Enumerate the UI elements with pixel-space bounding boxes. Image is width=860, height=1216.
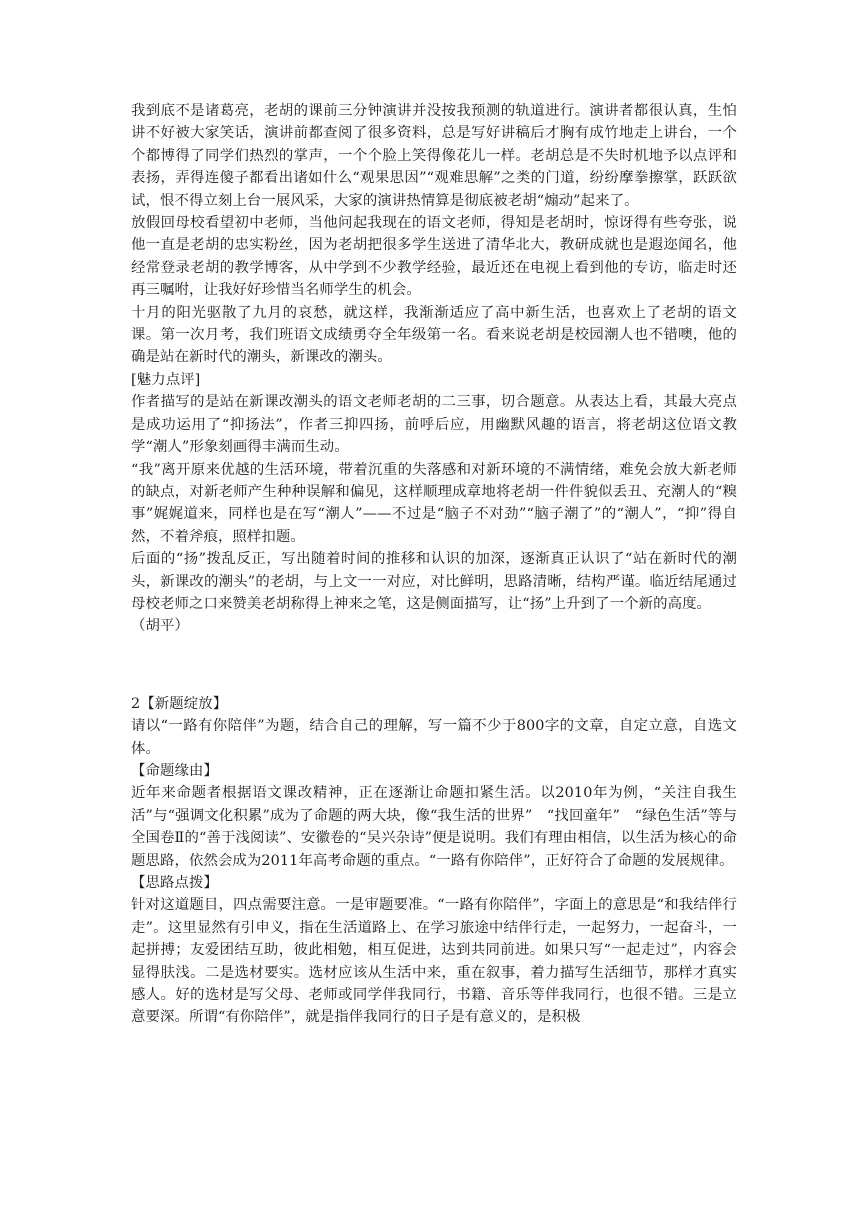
body-paragraph: 十月的阳光驱散了九月的哀愁，就这样，我渐渐适应了高中新生活，也喜欢上了老胡的语文课。第一次月考，我们班语文成绩勇夺全年级第一名。看来说老胡是校园潮人也不错噢，他的确是站在新时代的潮头，新课改的潮头。 xyxy=(131,304,737,366)
guidance-paragraph: 针对这道题目，四点需要注意。一是审题要准。“一路有你陪伴”，字面上的意思是“和我结伴行走”。这里显然有引申义，指在生活道路上、在学习旅途中结伴行走，一起努力，一起奋斗，一起拼搏；友爱团结互助，彼此相勉，相互促进，达到共同前进。如果只写“一起走过”，内容会显得肤浅。二是选材要实。选材应该从生活中来，重在叙事，着力描写生活细节，那样才真实感人。好的选材是写父母、老师或同学伴我同行，书籍、音乐等伴我同行，也很不错。三是立意要深。所谓“有你陪伴”，就是指伴我同行的日子是有意义的，是积极 xyxy=(131,897,737,1026)
prompt-paragraph: 请以“一路有你陪伴”为题，结合自己的理解，写一篇不少于800字的文章，自定立意，自选文体。 xyxy=(131,718,737,757)
author-attribution: （胡平） xyxy=(131,618,189,635)
document-body xyxy=(131,100,737,1029)
commentary-paragraph: 后面的“扬”拨乱反正，写出随着时间的推移和认识的加深，逐渐真正认识了“站在新时代的潮头，新课改的潮头”的老胡，与上文一一对应，对比鲜明，思路清晰，结构严谨。临近结尾通过母校老师之口来赞美老胡称得上神来之笔，这是侧面描写，让“扬”上升到了一个新的高度。 xyxy=(131,551,737,612)
section-heading-new-topic: 2【新题绽放】 xyxy=(131,695,228,712)
section-heading-commentary: [魅力点评] xyxy=(131,371,201,388)
section-spacer xyxy=(131,638,737,693)
body-paragraph: 放假回母校看望初中老师，当他问起我现在的语文老师，得知是老胡时，惊讶得有些夸张，说他一直是老胡的忠实粉丝，因为老胡把很多学生送进了清华北大，教研成就也是遐迩闻名，他经常登录老胡的教学博客，从中学到不少教学经验，最近还在电视上看到他的专访，临走时还再三嘱咐，让我好好珍惜当名师学生的机会。 xyxy=(131,215,737,299)
rationale-paragraph: 近年来命题者根据语文课改精神，正在逐渐让命题扣紧生活。以2010年为例，“关注自我生活”与“强调文化积累”成为了命题的两大块，像“我生活的世界” “找回童年” “绿色生活”等与全国卷Ⅱ的“善于浅阅读”、安徽卷的“吴兴杂诗”便是说明。我们有理由相信，以生活为核心的命题思路，依然会成为2011年高考命题的重点。“一路有你陪伴”，正好符合了命题的发展规律。 xyxy=(131,785,737,869)
section-heading-rationale: 【命题缘由】 xyxy=(131,762,218,779)
commentary-paragraph: 作者描写的是站在新课改潮头的语文老师老胡的二三事，切合题意。从表达上看，其最大亮点是成功运用了“抑扬法”，作者三抑四扬，前呼后应，用幽默风趣的语言，将老胡这位语文教学“潮人”形象刻画得丰满而生动。 xyxy=(131,394,737,456)
section-heading-guidance: 【思路点拨】 xyxy=(131,875,218,891)
commentary-paragraph: “我”离开原来优越的生活环境，带着沉重的失落感和对新环境的不满情绪，难免会放大新老师的缺点，对新老师产生种种误解和偏见，这样顺理成章地将老胡一件件貌似丢丑、充潮人的“糗事”娓娓道来，同样也是在写“潮人”——不过是“脑子不对劲”“脑子潮了”的“潮人”，“抑”得自然，不着斧痕，照样扣题。 xyxy=(131,461,737,545)
body-paragraph: 我到底不是诸葛亮，老胡的课前三分钟演讲并没按我预测的轨道进行。演讲者都很认真，生怕讲不好被大家笑话，演讲前都查阅了很多资料，总是写好讲稿后才胸有成竹地走上讲台，一个个都博得了同学们热烈的掌声，一个个脸上笑得像花儿一样。老胡总是不失时机地予以点评和表扬，弄得连傻子都看出诸如什么“观果思因”“观难思解”之类的门道，纷纷摩拳擦掌，跃跃欲试，恨不得立刻上台一展风采，大家的演讲热情算是彻底被老胡“煽动”起来了。 xyxy=(131,103,737,209)
